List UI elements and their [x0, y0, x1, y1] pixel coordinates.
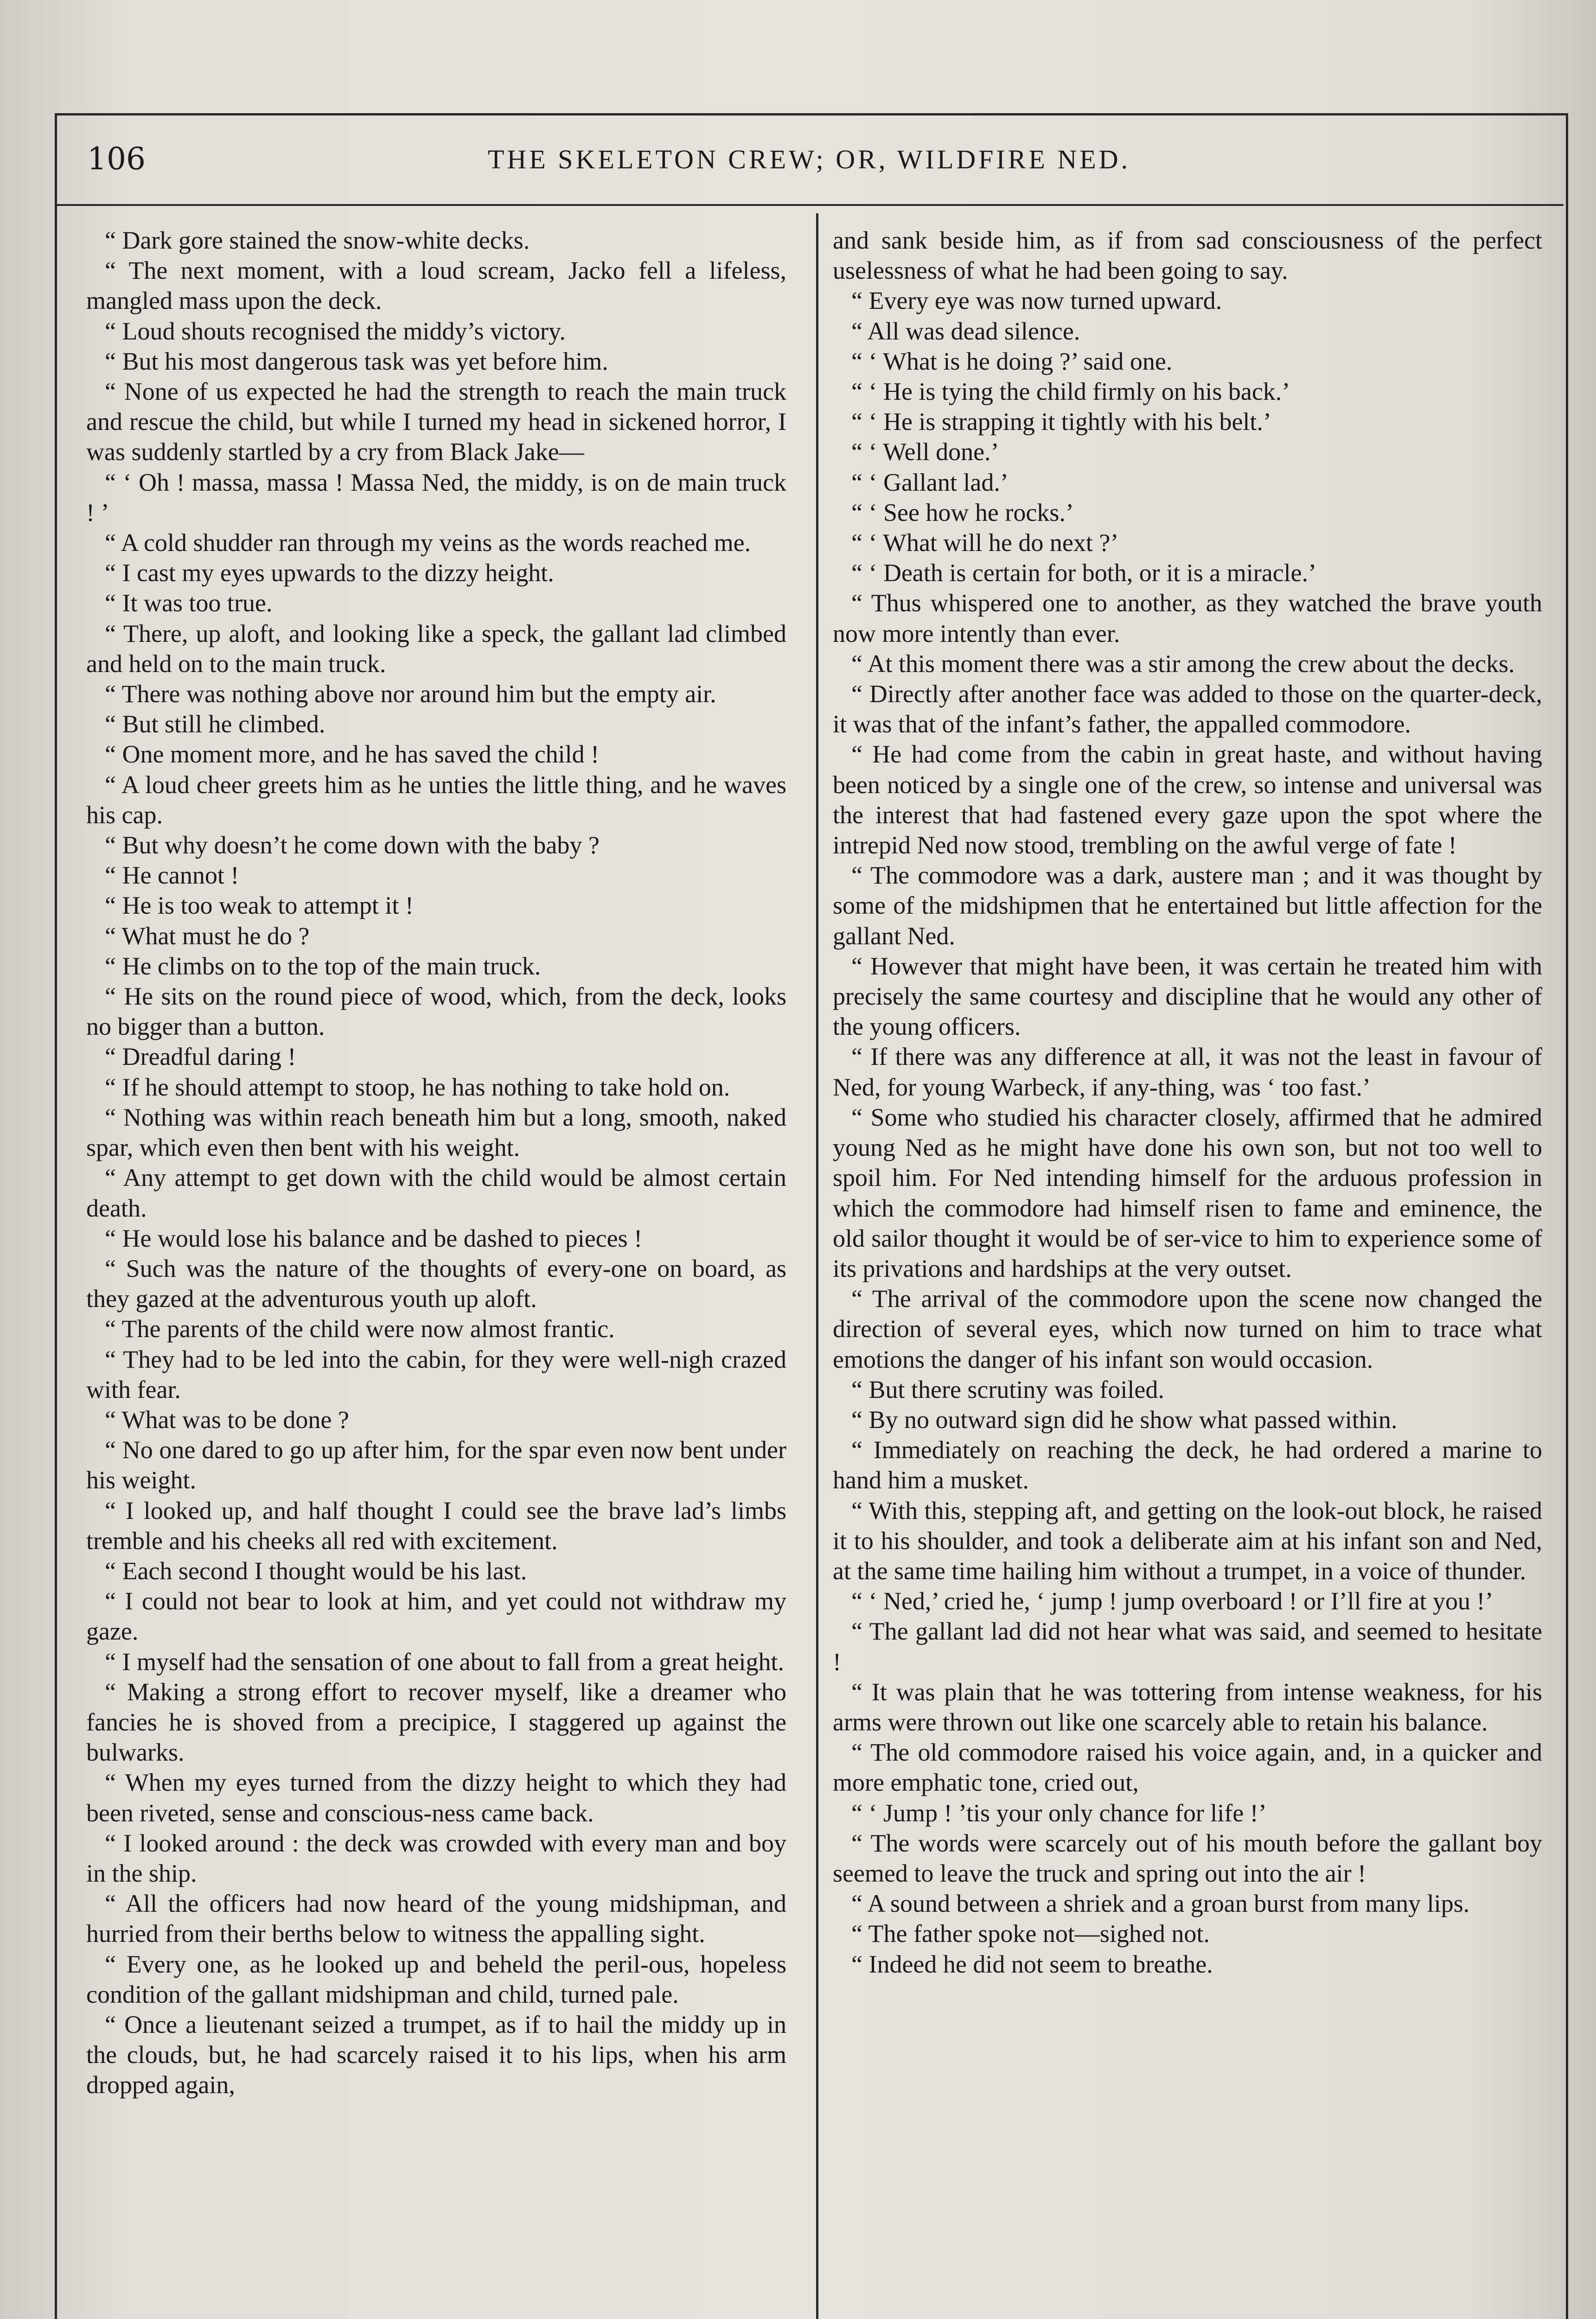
paragraph: “ I myself had the sensation of one about to fall from a great height. — [105, 1647, 785, 1676]
paragraph: “ There, up aloft, and looking like a speck, the gallant lad climbed and held on to the main truck. — [86, 619, 786, 678]
paragraph: “ If he should attempt to stoop, he has nothing to take hold on. — [105, 1073, 730, 1101]
paragraph: “ The next moment, with a loud scream, Jacko fell a lifeless, mangled mass upon the deck. — [86, 256, 786, 315]
paragraph: “ Such was the nature of the thoughts of every-one on board, as they gazed at the adventurous youth up aloft. — [86, 1254, 786, 1313]
paragraph: “ They had to be led into the cabin, for they were well-nigh crazed with fear. — [86, 1345, 786, 1403]
paragraph: “ But still he climbed. — [105, 710, 326, 738]
paragraph: “ Some who studied his character closely, affirmed that he admired young Ned as he might have done his own son, but not too well to spoil him. For Ned intending himself for the arduous profession in which the commodore had himself risen to fame and eminence, the old sailor thought it would be of ser-vice to him to experience some of its privations and hardships at the very outset. — [833, 1103, 1542, 1282]
paragraph: “ A loud cheer greets him as he unties the little thing, and he waves his cap. — [86, 770, 786, 829]
paragraph: “ I looked around : the deck was crowded with every man and boy in the ship. — [86, 1829, 786, 1887]
paragraph: “ He would lose his balance and be dashed to pieces ! — [105, 1224, 643, 1252]
paragraph: “ Every eye was now turned upward. — [851, 287, 1222, 315]
paragraph: “ ‘ Oh ! massa, massa ! Massa Ned, the middy, is on de main truck ! ’ — [86, 468, 786, 526]
paragraph: “ The old commodore raised his voice again, and, in a quicker and more emphatic tone, cried out, — [833, 1738, 1542, 1797]
running-head: THE SKELETON CREW; OR, WILDFIRE NED. — [487, 144, 1131, 174]
paragraph: “ When my eyes turned from the dizzy height to which they had been riveted, sense and conscious-ness came back. — [86, 1768, 786, 1827]
paragraph: “ The gallant lad did not hear what was said, and seemed to hesitate ! — [833, 1617, 1542, 1676]
paragraph: “ The father spoke not—sighed not. — [851, 1920, 1210, 1948]
paragraph: “ Each second I thought would be his last. — [105, 1557, 527, 1585]
paragraph: “ If there was any difference at all, it was not the least in favour of Ned, for young Warbeck, if any-thing, was ‘ too fast.’ — [833, 1043, 1542, 1101]
paragraph: “ Nothing was within reach beneath him but a long, smooth, naked spar, which even then bent with his weight. — [86, 1103, 786, 1162]
paragraph: “ The words were scarcely out of his mouth before the gallant boy seemed to leave the truck and spring out into the air ! — [833, 1829, 1542, 1887]
paragraph: “ All was dead silence. — [851, 317, 1080, 345]
paragraph: “ He had come from the cabin in great haste, and without having been noticed by a single one of the crew, so intense and universal was the interest that had fastened every gaze upon the spot where the intrepid Ned now stood, trembling on the awful verge of fate ! — [833, 740, 1542, 859]
paragraph: “ I looked up, and half thought I could see the brave lad’s limbs tremble and his cheeks all red with excitement. — [86, 1496, 786, 1555]
paragraph: “ No one dared to go up after him, for the spar even now bent under his weight. — [86, 1436, 786, 1494]
paragraph: “ It was plain that he was tottering from intense weakness, for his arms were thrown out like one scarcely able to retain his balance. — [833, 1678, 1542, 1736]
paragraph: “ A sound between a shriek and a groan burst from many lips. — [851, 1890, 1470, 1918]
paragraph: “ ‘ He is strapping it tightly with his belt.’ — [851, 408, 1271, 436]
paragraph: “ What was to be done ? — [105, 1405, 349, 1434]
paragraph: “ The commodore was a dark, austere man ; and it was thought by some of the midshipmen that he entertained but little affection for the gallant Ned. — [833, 861, 1542, 950]
paragraph: “ Indeed he did not seem to breathe. — [851, 1950, 1213, 1978]
paragraph: “ The parents of the child were now almost frantic. — [105, 1315, 615, 1343]
paragraph: “ Making a strong effort to recover myself, like a dreamer who fancies he is shoved from a precipice, I staggered up against the bulwarks. — [86, 1678, 786, 1767]
paragraph: “ With this, stepping aft, and getting on the look-out block, he raised it to his shoulder, and took a deliberate aim at his infant son and Ned, at the same time hailing him without a trumpet, in a voice of thunder. — [833, 1496, 1542, 1585]
left-column — [86, 225, 786, 2319]
paragraph: “ Dreadful daring ! — [105, 1043, 296, 1071]
paragraph: “ However that might have been, it was certain he treated him with precisely the same courtesy and discipline that he would any other of the young officers. — [833, 952, 1542, 1041]
paragraph: “ What must he do ? — [105, 922, 310, 950]
paragraph: “ It was too true. — [105, 589, 273, 617]
paragraph: “ Loud shouts recognised the middy’s victory. — [105, 317, 566, 345]
paragraph: “ Every one, as he looked up and beheld the peril-ous, hopeless condition of the gallant midshipman and child, turned pale. — [86, 1950, 786, 2008]
paragraph: “ But his most dangerous task was yet before him. — [105, 347, 608, 375]
paragraph: “ I could not bear to look at him, and yet could not withdraw my gaze. — [86, 1587, 786, 1646]
paragraph: “ ‘ Ned,’ cried he, ‘ jump ! jump overboard ! or I’ll fire at you !’ — [851, 1587, 1494, 1615]
paragraph: “ One moment more, and he has saved the child ! — [105, 740, 600, 769]
paragraph: “ A cold shudder ran through my veins as the words reached me. — [105, 529, 751, 557]
paragraph: “ Directly after another face was added to those on the quarter-deck, it was that of the infant’s father, the appalled commodore. — [833, 680, 1542, 738]
paragraph: “ ‘ Jump ! ’tis your only chance for life !’ — [851, 1799, 1267, 1827]
paragraph: “ By no outward sign did he show what passed within. — [851, 1405, 1398, 1434]
paragraph: “ He sits on the round piece of wood, which, from the deck, looks no bigger than a button. — [86, 982, 786, 1041]
paragraph: “ He climbs on to the top of the main truck. — [105, 952, 541, 980]
paragraph: “ ‘ Gallant lad.’ — [851, 468, 1009, 496]
paragraph: “ ‘ See how he rocks.’ — [851, 498, 1074, 526]
paragraph: “ ‘ Well done.’ — [851, 438, 999, 466]
paragraph: “ ‘ He is tying the child firmly on his back.’ — [851, 378, 1290, 406]
right-column — [833, 225, 1542, 2319]
paragraph: “ Dark gore stained the snow-white decks. — [105, 226, 530, 254]
paragraph: “ He cannot ! — [105, 861, 239, 890]
paragraph: and sank beside him, as if from sad consciousness of the perfect uselessness of what he had been going to say. — [833, 226, 1542, 285]
paragraph: “ ‘ What is he doing ?’ said one. — [851, 347, 1173, 375]
page-header — [55, 135, 1564, 206]
paragraph: “ Thus whispered one to another, as they watched the brave youth now more intently than ever. — [833, 589, 1542, 647]
paragraph: “ All the officers had now heard of the young midshipman, and hurried from their berths below to witness the appalling sight. — [86, 1890, 786, 1948]
paragraph: “ I cast my eyes upwards to the dizzy height. — [105, 559, 554, 587]
paragraph: “ Once a lieutenant seized a trumpet, as if to hail the middy up in the clouds, but, he had scarcely raised it to his lips, when his arm dropped again, — [86, 2010, 786, 2099]
paragraph: “ At this moment there was a stir among the crew about the decks. — [851, 649, 1515, 678]
paragraph: “ ‘ Death is certain for both, or it is a miracle.’ — [851, 559, 1317, 587]
paragraph: “ The arrival of the commodore upon the scene now changed the direction of several eyes, which now turned on him to trace what emotions the danger of his infant son would occasion. — [833, 1285, 1542, 1373]
paragraph: “ Any attempt to get down with the child would be almost certain death. — [86, 1164, 786, 1222]
paragraph: “ There was nothing above nor around him but the empty air. — [105, 680, 716, 708]
paragraph: “ ‘ What will he do next ?’ — [851, 529, 1119, 557]
paragraph: “ But why doesn’t he come down with the baby ? — [105, 831, 600, 859]
paragraph: “ He is too weak to attempt it ! — [105, 891, 414, 920]
page-number: 106 — [87, 141, 146, 177]
column-divider — [816, 213, 818, 2319]
paragraph: “ Immediately on reaching the deck, he had ordered a marine to hand him a musket. — [833, 1436, 1542, 1494]
paragraph: “ None of us expected he had the strength to reach the main truck and rescue the child, but while I turned my head in sickened horror, I was suddenly startled by a cry from Black Jake— — [86, 378, 786, 466]
paragraph: “ But there scrutiny was foiled. — [851, 1375, 1164, 1403]
